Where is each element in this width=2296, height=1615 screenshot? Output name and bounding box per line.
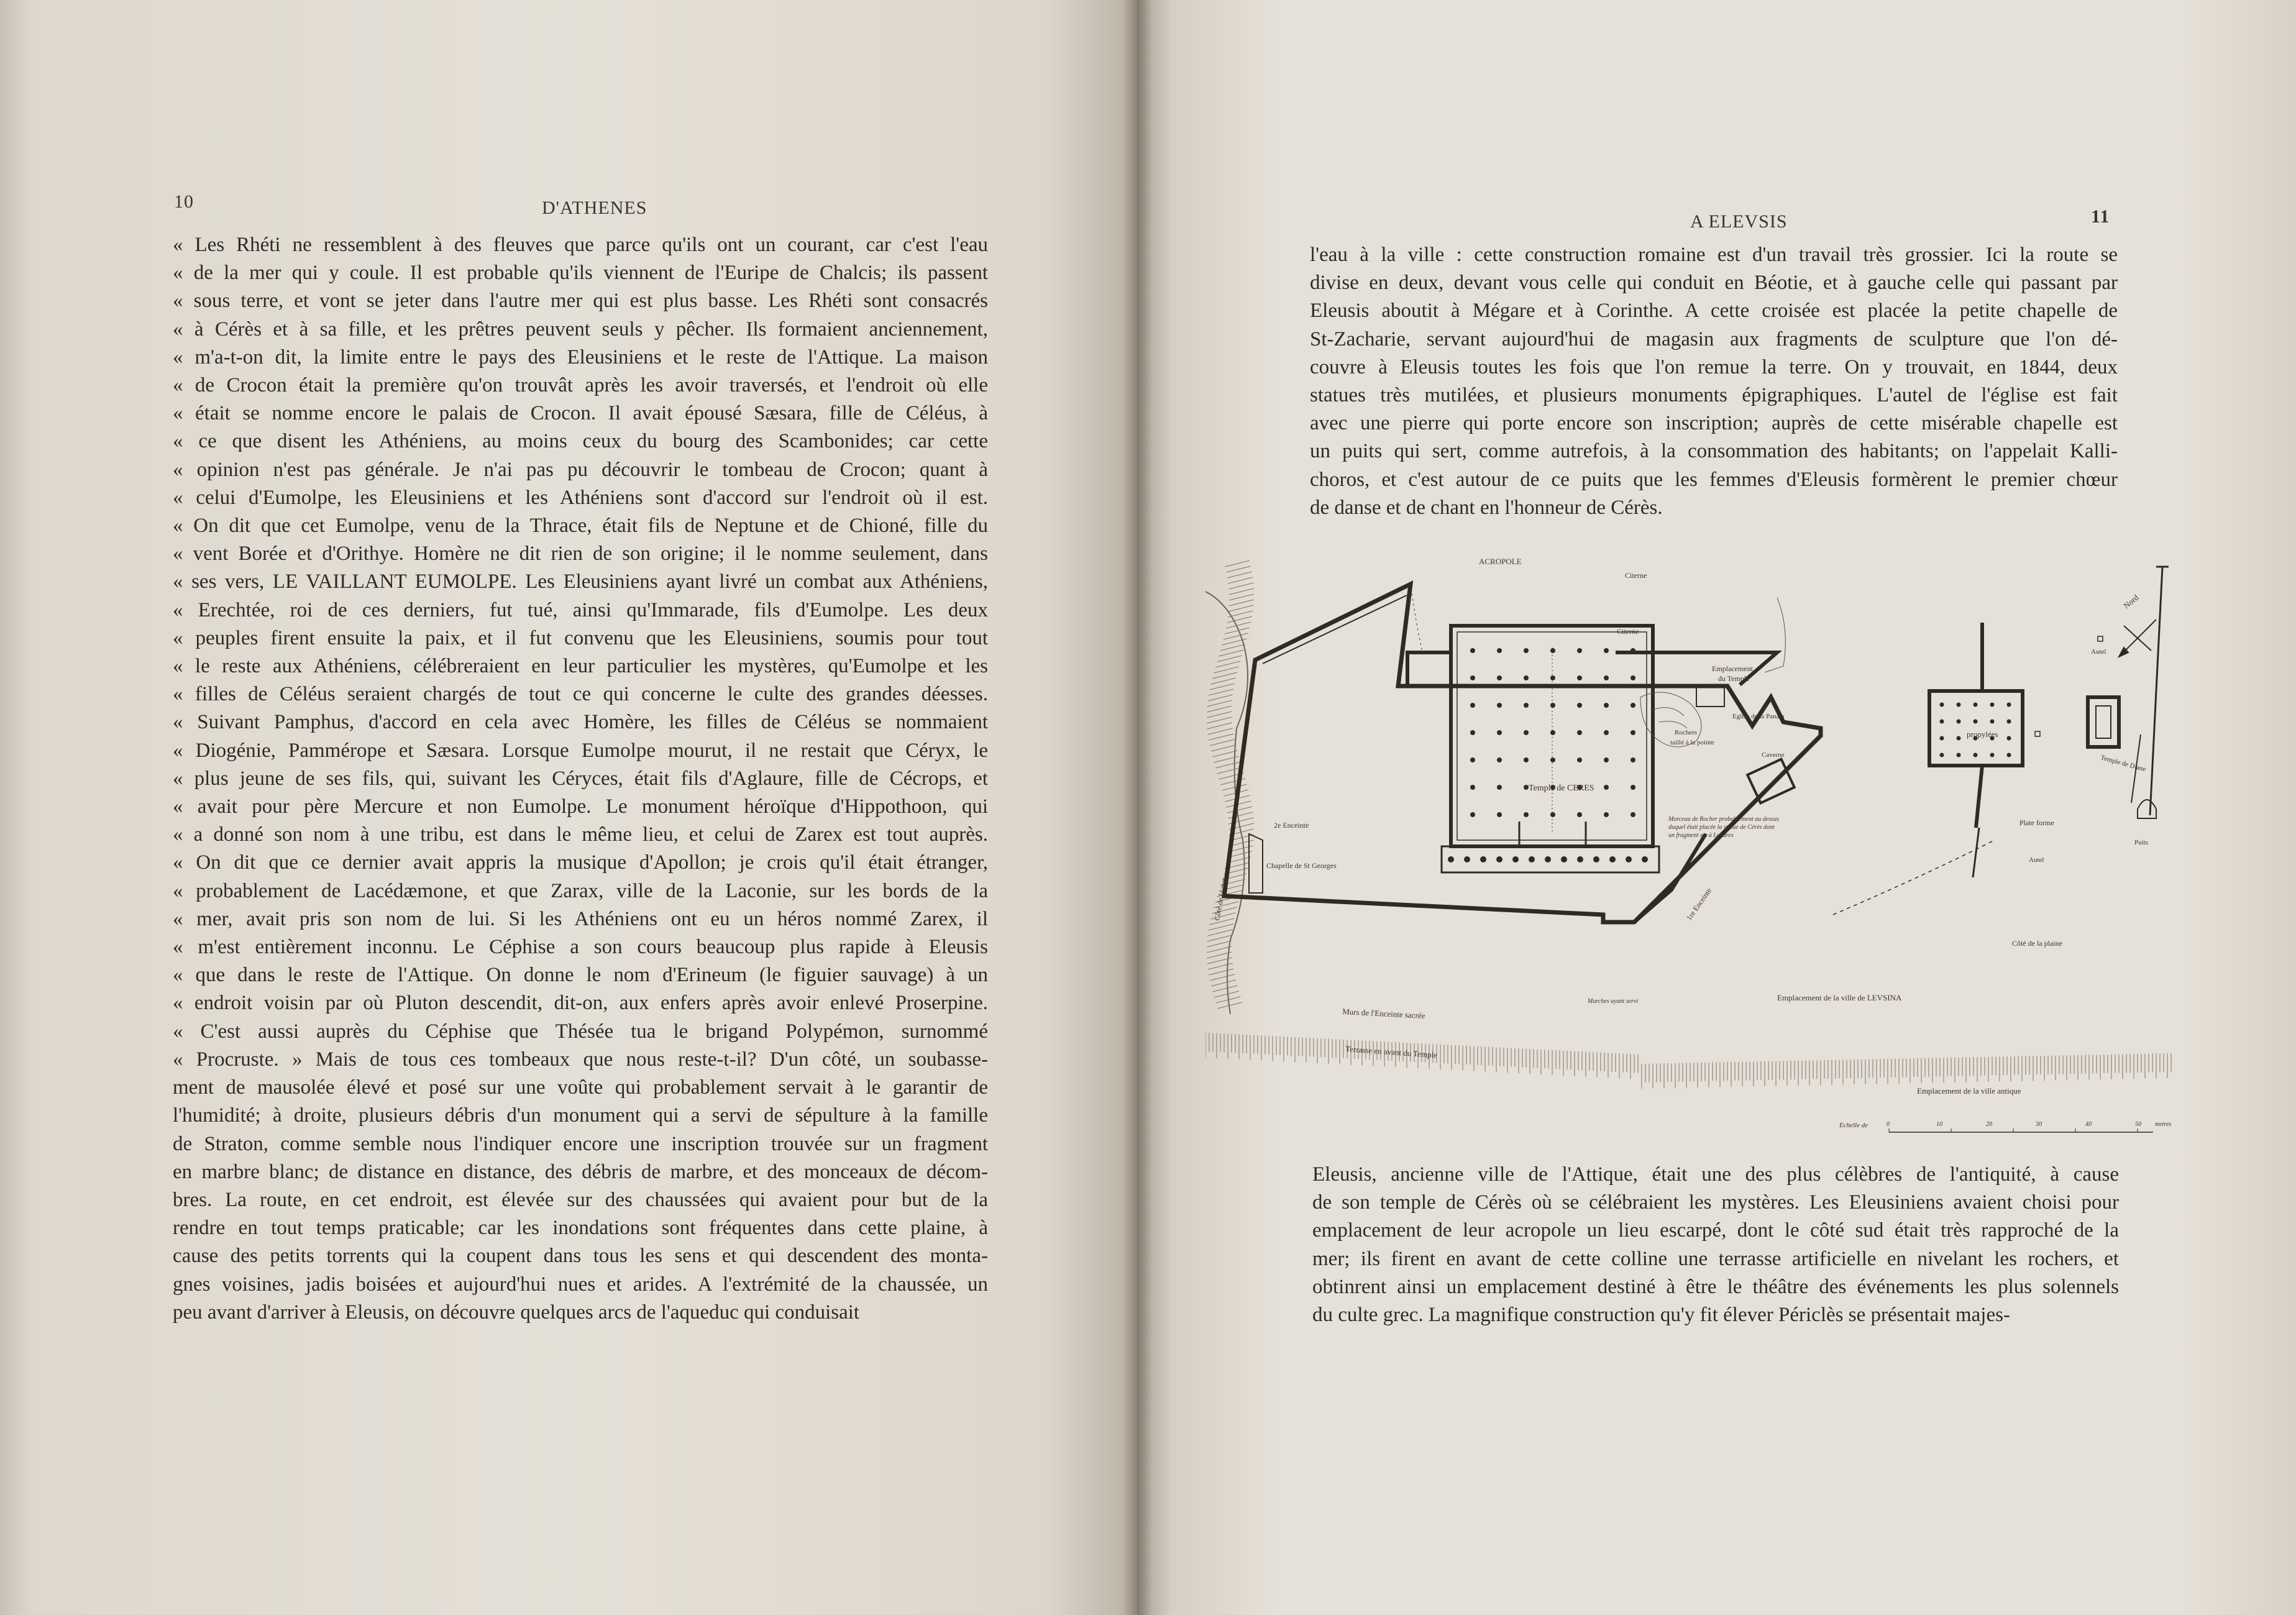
column-mark (1470, 785, 1475, 790)
left-body-text (173, 231, 988, 1327)
portico-column (1626, 856, 1632, 862)
north-arrow (2119, 620, 2156, 657)
text-line: l'eau à la ville : cette construction romaine est d'un travail très grossier. Ici la route se (1310, 244, 2118, 266)
portico-column (1642, 856, 1648, 862)
propylaea-column (1974, 720, 1978, 724)
column-mark (1497, 675, 1502, 680)
column-mark (1604, 703, 1609, 708)
column-mark (1497, 730, 1502, 735)
scale-label: 10 (1936, 1121, 1942, 1128)
text-line: choros, et c'est autour de ce puits que les femmes d'Eleusis formèrent le premier chœur (1310, 468, 2118, 491)
left-running-head: D'ATHENES (542, 198, 647, 218)
text-line: « Suivant Pamphus, d'accord en cela avec Homère, les filles de Céléus se nommaient (173, 711, 988, 734)
scale-label: 50 (2135, 1121, 2141, 1128)
propylaea-column (1940, 736, 1944, 741)
propylaea-column (1940, 753, 1944, 757)
text-line: « de Crocon était la première qu'on trouvât après les avoir traversés, et l'endroit où elle (173, 374, 988, 397)
portico-column (1609, 856, 1616, 862)
column-mark (1497, 703, 1502, 708)
column-mark (1497, 757, 1502, 762)
label-temple-ceres: Temple de CERES (1529, 784, 1594, 793)
text-line: « m'a-t-on dit, la limite entre le pays des Eleusiniens et le reste de l'Attique. La maison (173, 345, 988, 368)
propylaea-column (2007, 753, 2011, 757)
portico-column (1593, 856, 1599, 862)
column-mark (1577, 703, 1582, 708)
text-line: « ce que disent les Athéniens, au moins ceux du bourg des Scambonides; car cette (173, 430, 988, 453)
text-line: « Procruste. » Mais de tous ces tombeaux que nous reste-t-il? D'un côté, un soubasse- (173, 1048, 988, 1071)
text-line: l'humidité; à droite, plusieurs débris d'un monument qui a servi de sépulture à la famille (173, 1104, 988, 1127)
portico-column (1529, 856, 1535, 862)
label-taille: taillé à la pointe (1670, 739, 1714, 746)
column-mark (1604, 757, 1609, 762)
text-line: « On dit que ce dernier avait appris la musique d'Apollon; je crois qu'il était étranger, (173, 851, 988, 874)
text-line: statues très mutilées, et plusieurs monuments épigraphiques. L'autel de l'église est fait (1310, 384, 2118, 407)
column-mark (1631, 675, 1635, 680)
propylaea-column (2007, 736, 2011, 741)
column-mark (1550, 648, 1555, 653)
text-line: « peuples firent ensuite la paix, et il fut convenu que les Eleusiniens, soumis pour tout (173, 626, 988, 649)
label-terrasse: Terrasse en avant du Temple (1345, 1044, 1438, 1060)
right-bottom-text (1312, 1161, 2119, 1329)
label-nord: Nord (2121, 592, 2141, 611)
portico-column (1561, 856, 1567, 862)
text-line: couvre à Eleusis toutes les fois que l'on remue la terre. On y trouvait, en 1844, deux (1310, 355, 2118, 378)
propylaea-column (1974, 703, 1978, 707)
eleusis-site-plan (1205, 542, 2172, 1151)
label-ville-leusina: Emplacement de la ville de LEVSINA (1777, 993, 1902, 1002)
column-mark (1577, 812, 1582, 817)
column-mark (1470, 703, 1475, 708)
label-cote-plaine: Côté de la plaine (2012, 939, 2062, 948)
temple-of-diana (2088, 697, 2119, 747)
portico-column (1480, 856, 1486, 862)
text-line: « m'est entièrement inconnu. Le Céphise a son cours beaucoup plus rapide à Eleusis (173, 936, 988, 959)
label-chapelle: Chapelle de St Georges (1266, 861, 1337, 870)
portico-column (1496, 856, 1502, 862)
text-line: « plus jeune de ses fils, qui, suivant les Céryces, était fils d'Aglaure, fille de Cécrops, et (173, 767, 988, 790)
text-line: un puits qui sert, comme autrefois, à la consommation des habitants; on l'appelait Kalli- (1310, 440, 2118, 463)
text-line: « ses vers, LE VAILLANT EUMOLPE. Les Eleusiniens ayant livré un combat aux Athéniens, (173, 570, 988, 593)
right-running-head: A ELEVSIS (1690, 211, 1788, 232)
text-line: « a donné son nom à une tribu, est dans le même lieu, et celui de Zarex est tout auprès. (173, 823, 988, 846)
column-mark (1550, 812, 1555, 817)
label-autel-2: Autel (2029, 856, 2044, 864)
column-mark (1524, 648, 1529, 653)
text-line: St-Zacharie, servant aujourd'hui de magasin aux fragments de sculpture que l'on dé- (1310, 327, 2118, 350)
propylaea-column (1940, 703, 1944, 707)
label-emplacement: Emplacement (1712, 664, 1753, 673)
propylaea-column (1957, 736, 1961, 741)
label-cote-mer: Côté de la mer (1212, 876, 1229, 922)
column-mark (1577, 648, 1582, 653)
propylaea-column (1990, 720, 1995, 724)
shore-hatching (1205, 592, 1248, 1014)
label-murs-enceinte: Murs de l'Enceinte sacrée (1342, 1007, 1425, 1020)
text-line: Eleusis, ancienne ville de l'Attique, était une des plus célèbres de l'antiquité, à cause (1312, 1163, 2119, 1186)
text-line: gnes voisines, jadis boisées et aujourd'hui nues et arides. A l'extrémité de la chaussée, un (173, 1273, 988, 1296)
column-mark (1470, 730, 1475, 735)
column-mark (1631, 785, 1635, 790)
portico-column (1512, 856, 1519, 862)
column-mark (1524, 757, 1529, 762)
text-line: « Les Rhéti ne ressemblent à des fleuves que parce qu'ils ont un courant, car c'est l'eau (173, 234, 988, 256)
text-line: « celui d'Eumolpe, les Eleusiniens et les Athéniens sont d'accord sur l'endroit où il est. (173, 486, 988, 509)
text-line: avec une pierre qui porte encore son inscription; auprès de cette misérable chapelle est (1310, 412, 2118, 435)
scale-label: 0 (1887, 1121, 1890, 1128)
label-citerne-1: Citerne (1625, 571, 1647, 580)
portico-column (1448, 856, 1454, 862)
label-rochers: Rochers (1675, 729, 1698, 736)
text-line: de Straton, comme semble nous l'indiquer encore une inscription trouvée sur un fragment (173, 1132, 988, 1155)
propylaea-column (2007, 703, 2011, 707)
right-page-number: 11 (2091, 206, 2110, 227)
column-mark (1550, 730, 1555, 735)
book-gutter (1122, 0, 1152, 1615)
well (2138, 800, 2156, 818)
ground-hatch (1205, 1033, 2171, 1089)
column-mark (1604, 785, 1609, 790)
column-mark (1524, 730, 1529, 735)
column-mark (1470, 812, 1475, 817)
text-line: en marbre blanc; de distance en distance, des débris de marbre, et des monceaux de décom- (173, 1160, 988, 1183)
column-mark (1577, 757, 1582, 762)
text-line: « était se nomme encore le palais de Crocon. Il avait épousé Sæsara, fille de Céléus, à (173, 402, 988, 425)
label-marches: Marches ayant servi (1588, 998, 1639, 1005)
label-2e-enceinte: 2e Enceinte (1274, 821, 1309, 830)
left-page (0, 0, 1137, 1615)
column-mark (1604, 675, 1609, 680)
text-line: « sous terre, et vont se jeter dans l'autre mer qui est plus basse. Les Rhéti sont consacrés (173, 290, 988, 313)
text-line: cause des petits torrents qui la coupent dans tous les sens et qui descendent des monta- (173, 1245, 988, 1268)
column-mark (1524, 785, 1529, 790)
label-ville-antique: Emplacement de la ville antique (1917, 1086, 2021, 1096)
text-line: Eleusis aboutit à Mégare et à Corinthe. A cette croisée est placée la petite chapelle de (1310, 300, 2118, 323)
column-mark (1470, 648, 1475, 653)
propylaea-column (1957, 720, 1961, 724)
text-line: de danse et de chant en l'honneur de Cérès. (1310, 496, 1663, 519)
portico-column (1464, 856, 1470, 862)
label-temple-diane: Temple de Diane (2100, 754, 2147, 774)
label-propylees: propylées (1967, 730, 1998, 739)
column-mark (1604, 812, 1609, 817)
right-top-text (1310, 241, 2118, 522)
propylaea-column (1990, 703, 1995, 707)
outer-enceinte-wall (1224, 584, 1821, 922)
text-line: divise en deux, devant vous celle qui conduit en Béotie, et à gauche celle qui passant par (1310, 272, 2118, 295)
sea-hatch (1207, 560, 1254, 1009)
column-mark (1550, 703, 1555, 708)
label-1re-enceinte: 1re Enceinte (1684, 886, 1714, 922)
label-citerne-2: Citerne (1617, 627, 1639, 636)
column-mark (1470, 757, 1475, 762)
text-line: « endroit voisin par où Pluton descendit, dit-on, aux enfers après avoir enlevé Proserpine. (173, 992, 988, 1015)
text-line: « probablement de Lacédæmone, et que Zarax, ville de la Laconie, sur les bords de la (173, 879, 988, 902)
temple-columns (1448, 648, 1648, 862)
column-mark (1604, 730, 1609, 735)
text-line: « avait pour père Mercure et non Eumolpe. Le monument héroïque d'Hippothoon, qui (173, 795, 988, 818)
portico-column (1545, 856, 1551, 862)
text-line: « Diogénie, Pammérope et Sæsara. Lorsque Eumolpe mourut, il ne restait que Céryx, le (173, 739, 988, 762)
column-mark (1577, 730, 1582, 735)
propylaea-column (2007, 720, 2011, 724)
text-line: de son temple de Cérès où se célébraient les mystères. Les Eleusiniens avaient choisi pour (1312, 1191, 2119, 1214)
chapel-st-georges (1249, 834, 1263, 893)
text-line: ment de mausolée élevé et posé sur une voûte qui probablement servait à le garantir de (173, 1076, 988, 1099)
scale-label: metres (2155, 1121, 2172, 1128)
text-line: « le reste aux Athéniens, célébreraient en leur particulier les mystères, qu'Eumolpe et les (173, 655, 988, 678)
scale-label: 20 (1986, 1121, 1992, 1128)
label-plate-forme: Plate forme (2019, 818, 2054, 827)
propylaea-column (1957, 753, 1961, 757)
column-mark (1524, 703, 1529, 708)
column-mark (1631, 730, 1635, 735)
column-mark (1631, 757, 1635, 762)
label-autel-1: Autel (2091, 648, 2106, 656)
small-building (1747, 759, 1795, 803)
column-mark (1497, 785, 1502, 790)
propylaea-column (1957, 703, 1961, 707)
scale-bar (1889, 1128, 2153, 1132)
text-line: « filles de Céléus seraient chargés de tout ce qui concerne le culte des grandes déesses. (173, 683, 988, 706)
label-eglise-panaia: Eglise de la Panaia (1732, 713, 1785, 720)
column-mark (1631, 703, 1635, 708)
text-line: « Erechtée, roi de ces derniers, fut tué, ainsi qu'Immarade, fils d'Eumolpe. Les deux (173, 598, 988, 621)
label-fragment-note: Morceau de Rocher probablement au dessus duquel était placée la statue de Cérès dont un fragment est à Londres (1668, 816, 1779, 839)
propylaea-column (1990, 753, 1995, 757)
text-line: « que dans le reste de l'Attique. On donne le nom d'Erineum (le figuier sauvage) à un (173, 964, 988, 987)
text-line: rendre en tout temps praticable; car les inondations sont fréquentes dans cette plaine, à (173, 1217, 988, 1240)
text-line: « à Cérès et à sa fille, et les prêtres peuvent seuls y pêcher. Ils formaient anciennement, (173, 318, 988, 341)
label-caverne: Caverne (1762, 751, 1785, 759)
text-line: du culte grec. La magnifique construction qu'y fit élever Périclès se présentait majes- (1312, 1304, 2010, 1327)
scale-label: 40 (2085, 1121, 2092, 1128)
column-mark (1604, 648, 1609, 653)
text-line: « opinion n'est pas générale. Je n'ai pas pu découvrir le tombeau de Crocon; quant à (173, 458, 988, 481)
text-line: « mer, avait pris son nom de lui. Si les Athéniens ont eu un héros nommé Zarex, il (173, 907, 988, 930)
column-mark (1524, 812, 1529, 817)
text-line: « On dit que cet Eumolpe, venu de la Thrace, était fils de Neptune et de Chioné, fille du (173, 515, 988, 538)
label-puits: Puits (2134, 839, 2149, 846)
label-du-temple: du Temple (1718, 674, 1750, 683)
propylaea-column (1940, 720, 1944, 724)
left-page-number: 10 (174, 191, 194, 212)
column-mark (1631, 812, 1635, 817)
column-mark (1524, 675, 1529, 680)
inner-enceinte-wall (1407, 652, 1451, 685)
propylaea-column (1974, 753, 1978, 757)
column-mark (1497, 812, 1502, 817)
text-line: « de la mer qui y coule. Il est probable qu'ils viennent de l'Euripe de Chalcis; ils passent (173, 262, 988, 285)
text-line: peu avant d'arriver à Eleusis, on découvre quelques arcs de l'aqueduc qui conduisait (173, 1301, 860, 1324)
column-mark (1577, 675, 1582, 680)
text-line: « C'est aussi auprès du Céphise que Thésée tua le brigand Polypémon, surnommé (173, 1020, 988, 1043)
text-line: mer; ils firent en avant de cette colline une terrasse artificielle en nivelant les rochers, et (1312, 1247, 2119, 1270)
text-line: « vent Borée et d'Orithye. Homère ne dit rien de son origine; il le nomme seulement, dans (173, 542, 988, 565)
column-mark (1550, 675, 1555, 680)
label-acropole: ACROPOLE (1479, 557, 1522, 566)
text-line: emplacement de leur acropole un lieu escarpé, dont le côté sud était très rapproché de la (1312, 1219, 2119, 1242)
portico-column (1577, 856, 1583, 862)
column-mark (1550, 757, 1555, 762)
column-mark (1497, 648, 1502, 653)
text-line: bres. La route, en cet endroit, est élevée sur des chaussées qui avaient pour but de la (173, 1188, 988, 1211)
column-mark (1631, 648, 1635, 653)
text-line: obtinrent ainsi un emplacement destiné à être le théâtre des événements les plus solennels (1312, 1275, 2119, 1298)
column-mark (1470, 675, 1475, 680)
label-echelle: Echelle de (1839, 1122, 1868, 1129)
scale-label: 30 (2036, 1121, 2042, 1128)
